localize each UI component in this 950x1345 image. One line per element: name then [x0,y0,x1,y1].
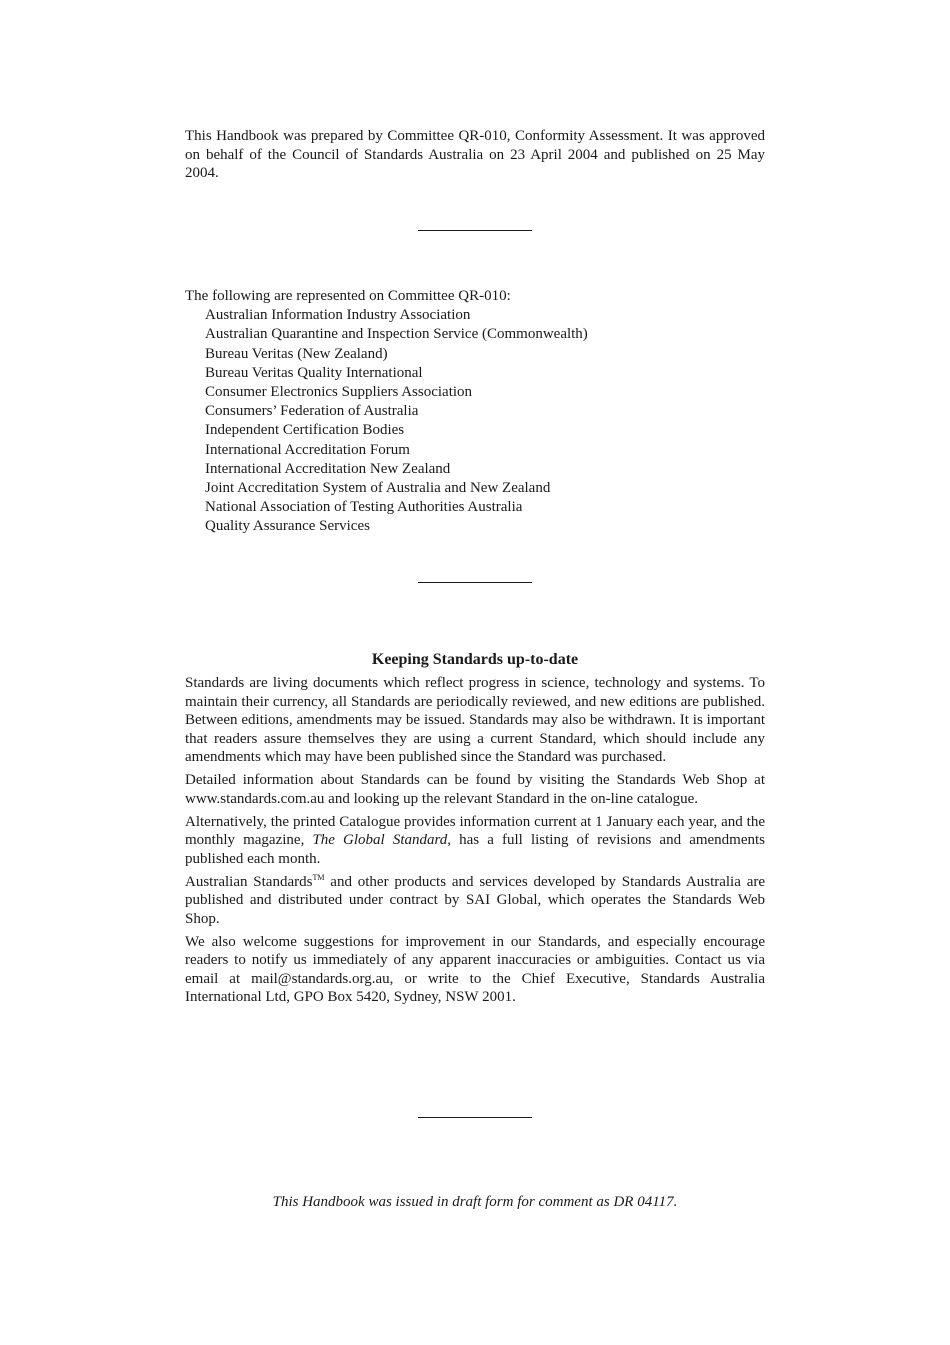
divider-rule [418,230,532,231]
committee-member: International Accreditation New Zealand [205,460,451,477]
section-heading: Keeping Standards up-to-date [371,651,579,668]
paragraph-text: , has a full listing of revisions and amendments published each month. [185,832,766,867]
committee-member: Consumer Electronics Suppliers Association [205,384,473,401]
committee-member: International Accreditation Forum [205,441,410,458]
magazine-title: The Global Standard [312,832,448,848]
committee-representation [185,287,765,537]
paragraph: Detailed information about Standards can be found by visiting the Standards Web Shop at www.standards.com.au and looking up the relevant Standard in the on-line catalogue. [185,772,765,807]
committee-member: Consumers’ Federation of Australia [205,403,419,420]
committee-intro: The following are represented on Committee QR-010: [185,288,511,304]
preparation-note: This Handbook was prepared by Committee QR-010, Conformity Assessment. It was approved on behalf of the Council of Standards Australia on 23 April 2004 and published on 25 May 2004. [185,128,765,181]
paragraph [185,873,765,929]
keeping-standards-section [185,674,765,1011]
committee-member: Bureau Veritas (New Zealand) [205,345,388,362]
committee-member: Australian Information Industry Association [205,307,471,324]
committee-member: National Association of Testing Authorities Australia [205,499,523,516]
paragraph [185,813,765,869]
divider-rule [418,582,532,583]
divider-rule [418,1117,532,1118]
committee-member: Quality Assurance Services [205,518,370,535]
paragraph: We also welcome suggestions for improvement in our Standards, and especially encourage readers to notify us immediately of any apparent inaccuracies or ambiguities. Contact us via email at mail@standards.org.au, or write to the Chief Executive, Standards Australia International Ltd, GPO Box 5420, Sydney, NSW 2001. [185,933,765,1005]
paragraph-text: Australian Standards [185,873,313,890]
committee-member-list [185,306,765,536]
paragraph-text: and other products and services developed by Standards Australia are published and distributed under contract by SAI Global, which operates the Standards Web Shop. [185,873,766,927]
committee-member: Bureau Veritas Quality International [205,364,423,381]
draft-note: This Handbook was issued in draft form for comment as DR 04117. [272,1194,678,1210]
paragraph-text: Alternatively, the printed Catalogue provides information current at 1 January each year, and the monthly magazine, [185,813,765,848]
committee-member: Joint Accreditation System of Australia and New Zealand [205,480,551,497]
paragraph: Standards are living documents which reflect progress in science, technology and systems. To maintain their currency, all Standards are periodically reviewed, and new editions are published. Between editions, amendments may be issued. Standards may also be withdrawn. It is important that readers assure themselves they are using a current Standard, which should include any amendments which may have been published since the Standard was purchased. [185,675,765,765]
trademark-mark: TM [312,872,325,882]
committee-member: Australian Quarantine and Inspection Service (Commonwealth) [205,326,588,343]
committee-member: Independent Certification Bodies [205,422,405,439]
